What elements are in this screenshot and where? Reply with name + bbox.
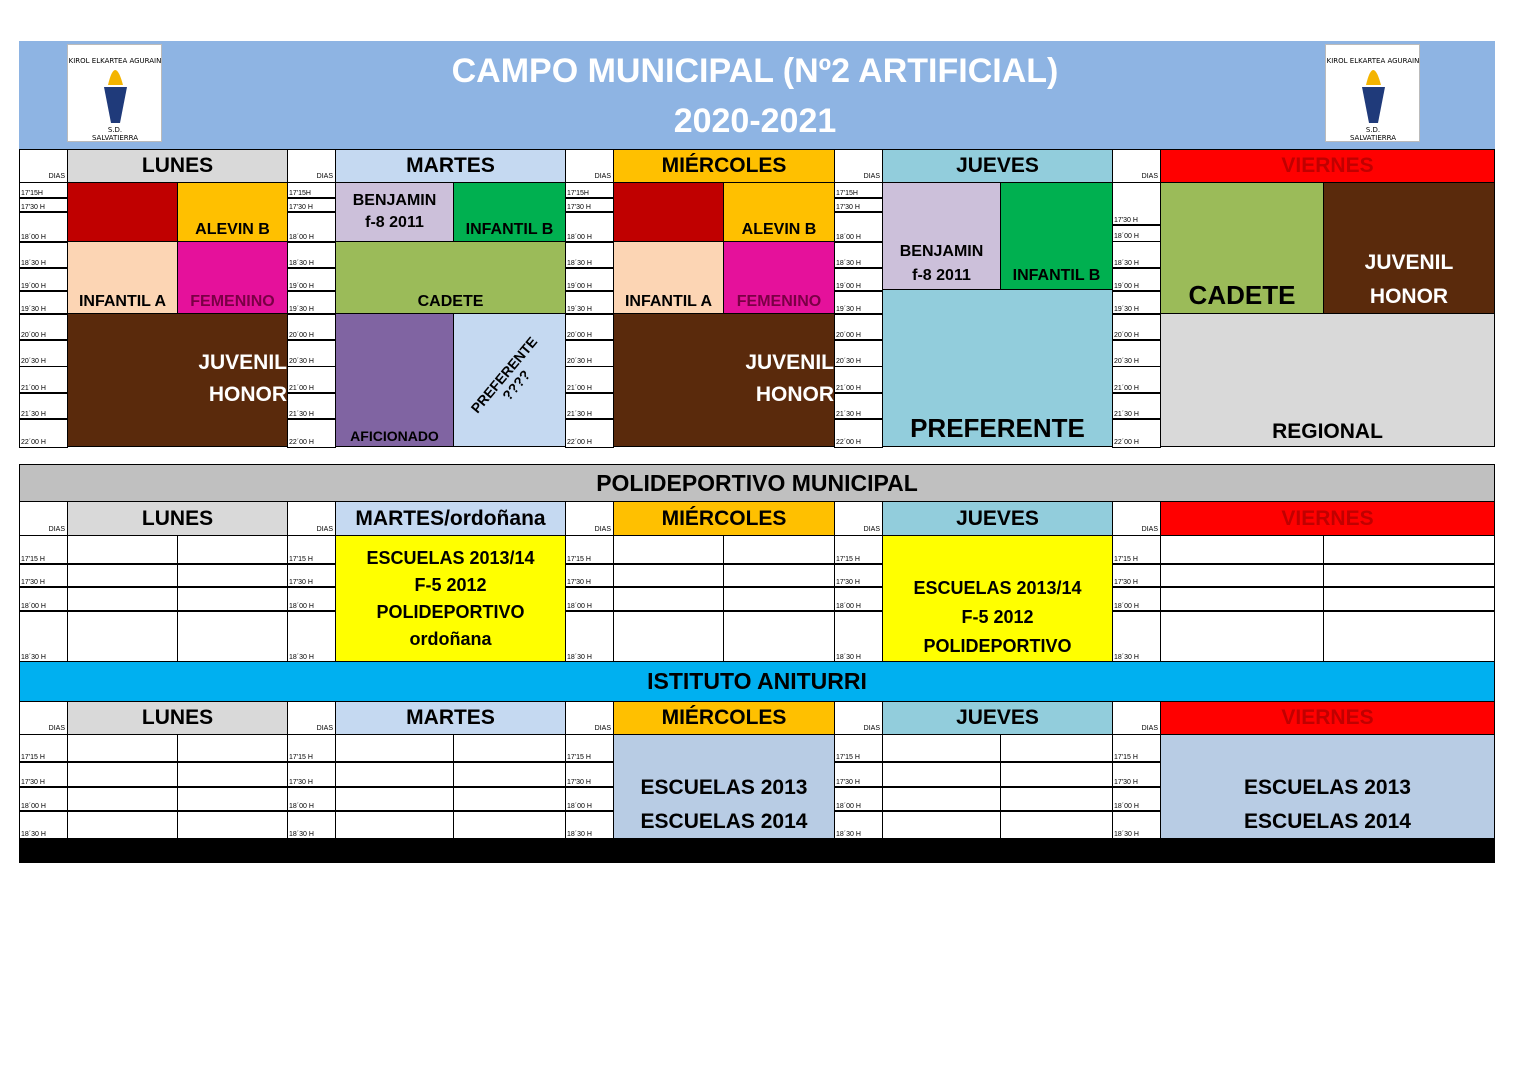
empty-cell <box>1323 610 1495 663</box>
block-alevin-b: ALEVIN B <box>723 182 835 242</box>
time-label: 21´00 H <box>565 366 614 394</box>
empty-cell <box>177 810 288 840</box>
time-label: 22´00 H <box>834 418 883 448</box>
dias-label: DIAS <box>19 701 68 735</box>
empty-cell <box>335 810 454 840</box>
day-martes: MARTES <box>335 149 566 183</box>
time-label: 18´30 H <box>1112 610 1161 663</box>
time-label: 17'15H <box>834 182 883 199</box>
empty-cell <box>1000 734 1113 763</box>
time-label: 17'30 H <box>1112 761 1161 788</box>
time-label: 18´00 H <box>287 586 336 612</box>
empty-cell <box>67 610 178 663</box>
block-label: POLIDEPORTIVO <box>376 601 525 622</box>
day-lunes: LUNES <box>67 149 288 183</box>
section-title-polideportivo: POLIDEPORTIVO MUNICIPAL <box>19 464 1495 502</box>
time-label: 18´00 H <box>1112 586 1161 612</box>
empty-cell <box>1000 810 1113 840</box>
time-label: 17'30 H <box>287 563 336 588</box>
dias-label: DIAS <box>834 501 883 536</box>
block-juvenil-honor <box>1323 182 1495 314</box>
block-benjamin <box>335 182 454 242</box>
block-infantil-a: INFANTIL A <box>613 241 724 314</box>
svg-text:SALVATIERRA: SALVATIERRA <box>1349 134 1397 142</box>
empty-cell <box>177 734 288 763</box>
time-label: 20´30 H <box>19 339 68 367</box>
time-label: 18´30 H <box>19 610 68 663</box>
time-label: 17'15 H <box>19 535 68 565</box>
time-label: 19´00 H <box>834 267 883 292</box>
day-jueves: JUEVES <box>882 501 1113 536</box>
empty-cell <box>67 761 178 788</box>
club-logo-right <box>1325 44 1420 142</box>
time-label: 20´30 H <box>834 339 883 367</box>
block-femenino: FEMENINO <box>723 241 835 314</box>
time-label: 18´30 H <box>1112 241 1161 269</box>
time-label: 18´30 H <box>565 610 614 663</box>
block-alevin-b: ALEVIN B <box>177 182 288 242</box>
empty-cell <box>1323 586 1495 612</box>
empty-cell <box>1160 610 1324 663</box>
block-regional: REGIONAL <box>1160 313 1495 447</box>
empty-cell <box>177 535 288 565</box>
time-label: 22´00 H <box>287 418 336 448</box>
svg-text:S.D.: S.D. <box>107 126 123 134</box>
block-label: JUVENIL <box>198 351 287 374</box>
time-label: 19´30 H <box>1112 290 1161 315</box>
dias-label: DIAS <box>287 149 336 183</box>
time-label: 18´00 H <box>19 786 68 812</box>
empty-cell <box>882 734 1001 763</box>
dias-label: DIAS <box>565 701 614 735</box>
time-label: 21´00 H <box>834 366 883 394</box>
time-label: 19´30 H <box>287 290 336 315</box>
block-preferente-tbd <box>453 313 566 447</box>
time-label: 18´30 H <box>287 241 336 269</box>
empty-cell <box>67 563 178 588</box>
time-label: 17'15 H <box>565 535 614 565</box>
time-label: 19´00 H <box>1112 267 1161 292</box>
empty-cell <box>67 810 178 840</box>
block-label: POLIDEPORTIVO <box>923 636 1072 656</box>
time-label: 17'15 H <box>1112 734 1161 763</box>
empty-cell <box>453 734 566 763</box>
time-label: 17'30 H <box>834 197 883 213</box>
empty-cell <box>882 810 1001 840</box>
block-label: BENJAMIN <box>899 243 984 260</box>
day-jueves: JUEVES <box>882 701 1113 735</box>
block-label: JUVENIL <box>1364 251 1454 274</box>
empty-cell <box>67 586 178 612</box>
dias-label: DIAS <box>287 501 336 536</box>
time-label: 18´30 H <box>565 810 614 840</box>
block-cadete: CADETE <box>335 241 566 314</box>
svg-text:SALVATIERRA: SALVATIERRA <box>91 134 139 142</box>
block-alevin-a: ALEVIN A <box>67 182 178 242</box>
empty-cell <box>723 535 835 565</box>
time-label: 19´00 H <box>19 267 68 292</box>
day-miercoles: MIÉRCOLES <box>613 501 835 536</box>
block-infantil-b: INFANTIL B <box>1000 182 1113 290</box>
block-label: JUVENIL <box>745 351 834 374</box>
time-label: 18´00 H <box>565 211 614 243</box>
empty-cell <box>723 586 835 612</box>
torch-icon <box>68 45 163 143</box>
block-escuelas-miercoles <box>613 734 835 839</box>
time-label: 18´30 H <box>19 241 68 269</box>
time-label: 21´00 H <box>1112 366 1161 394</box>
time-label: 18´00 H <box>565 786 614 812</box>
time-label: 17'30 H <box>565 761 614 788</box>
time-label: 21´30 H <box>834 392 883 420</box>
block-label: ESCUELAS 2013/14 <box>366 547 535 568</box>
time-label: 17'30 H <box>287 761 336 788</box>
time-label: 18´30 H <box>834 241 883 269</box>
empty-cell <box>1160 535 1324 565</box>
time-label: 20´00 H <box>834 313 883 341</box>
empty-cell <box>1323 535 1495 565</box>
day-martes: MARTES <box>335 701 566 735</box>
time-label: 21´00 H <box>19 366 68 394</box>
day-miercoles: MIÉRCOLES <box>613 701 835 735</box>
block-label: BENJAMIN <box>352 192 437 209</box>
dias-label: DIAS <box>834 149 883 183</box>
time-label: 18´30 H <box>565 241 614 269</box>
time-label: 20´00 H <box>565 313 614 341</box>
time-label: 18´00 H <box>19 586 68 612</box>
time-label: 22´00 H <box>1112 418 1161 448</box>
empty-cell <box>1000 761 1113 788</box>
empty-cell <box>335 786 454 812</box>
dias-label: DIAS <box>565 149 614 183</box>
time-label: 17'15H <box>287 182 336 199</box>
block-label: PREFERENTE ???? <box>466 333 540 417</box>
empty-cell <box>453 761 566 788</box>
time-label: 17'15 H <box>287 535 336 565</box>
footer-bar <box>19 838 1495 863</box>
block-label: F-5 2012 <box>961 607 1034 627</box>
empty-cell <box>335 761 454 788</box>
time-label: 21´30 H <box>1112 392 1161 420</box>
time-label: 19´30 H <box>565 290 614 315</box>
time-label: 18´00 H <box>19 211 68 243</box>
time-label: 18´00 H <box>287 211 336 243</box>
block-label: ESCUELAS 2013 <box>1244 776 1411 799</box>
time-label: 18´30 H <box>287 610 336 663</box>
page-title: CAMPO MUNICIPAL (Nº2 ARTIFICIAL) <box>451 52 1059 90</box>
time-label: 17'30 H <box>287 197 336 213</box>
empty-cell <box>613 586 724 612</box>
time-label: 19´30 H <box>19 290 68 315</box>
block-infantil-b: INFANTIL B <box>453 182 566 242</box>
day-lunes: LUNES <box>67 701 288 735</box>
time-label: 17'30 H <box>834 563 883 588</box>
time-label: 17'15 H <box>19 734 68 763</box>
time-label: 18´00 H <box>287 786 336 812</box>
time-label: 18´30 H <box>834 810 883 840</box>
empty-cell <box>177 761 288 788</box>
time-label: 18´00 H <box>565 586 614 612</box>
dias-label: DIAS <box>19 149 68 183</box>
empty-cell <box>453 810 566 840</box>
block-label: f-8 2011 <box>912 267 971 284</box>
empty-cell <box>67 535 178 565</box>
day-jueves: JUEVES <box>882 149 1113 183</box>
dias-label: DIAS <box>834 701 883 735</box>
empty-cell <box>177 786 288 812</box>
time-label: 17'30 H <box>19 197 68 213</box>
time-label: 17'30 H <box>565 197 614 213</box>
empty-cell <box>177 563 288 588</box>
time-label: 17'15H <box>565 182 614 199</box>
dias-label: DIAS <box>1112 149 1161 183</box>
time-label: 18´00 H <box>1112 786 1161 812</box>
time-label: 17'30 H <box>19 563 68 588</box>
block-label: F-5 2012 <box>414 574 487 595</box>
empty-cell <box>723 610 835 663</box>
block-cadete: CADETE <box>1160 182 1324 314</box>
block-juvenil-honor <box>613 313 835 447</box>
empty-cell <box>613 610 724 663</box>
day-viernes: VIERNES <box>1160 501 1495 536</box>
empty-cell <box>453 786 566 812</box>
empty-cell <box>882 761 1001 788</box>
day-martes-ordonana: MARTES/ordoñana <box>335 501 566 536</box>
club-logo-left <box>67 44 162 142</box>
dias-label: DIAS <box>287 701 336 735</box>
dias-label: DIAS <box>565 501 614 536</box>
time-label: 19´30 H <box>834 290 883 315</box>
block-label: HONOR <box>755 383 834 406</box>
empty-cell <box>67 734 178 763</box>
time-label: 19´00 H <box>565 267 614 292</box>
time-label: 17'15 H <box>287 734 336 763</box>
svg-text:KIROL ELKARTEA AGURAIN: KIROL ELKARTEA AGURAIN <box>68 57 162 65</box>
day-miercoles: MIÉRCOLES <box>613 149 835 183</box>
empty-cell <box>1323 563 1495 588</box>
time-label: 20´30 H <box>287 339 336 367</box>
time-label: 20´30 H <box>565 339 614 367</box>
time-label: 17'15 H <box>834 734 883 763</box>
time-label: 18´00 H <box>834 586 883 612</box>
time-label: 17'15 H <box>1112 535 1161 565</box>
block-alevin-a: ALEVIN A <box>613 182 724 242</box>
page-subtitle: 2020-2021 <box>673 102 837 140</box>
empty-cell <box>1160 586 1324 612</box>
time-label: 22´00 H <box>565 418 614 448</box>
time-label: 21´30 H <box>19 392 68 420</box>
block-escuelas-martes <box>335 535 566 662</box>
block-label: ESCUELAS 2013 <box>640 776 808 799</box>
dias-label: DIAS <box>19 501 68 536</box>
block-preferente: PREFERENTE <box>882 289 1113 447</box>
block-label: f-8 2011 <box>365 214 424 231</box>
time-label: 18´30 H <box>834 610 883 663</box>
dias-label: DIAS <box>1112 501 1161 536</box>
day-lunes: LUNES <box>67 501 288 536</box>
empty-cell <box>67 786 178 812</box>
block-label: ESCUELAS 2013/14 <box>913 578 1082 598</box>
time-label: 17'30 H <box>1112 563 1161 588</box>
time-label: 21´00 H <box>287 366 336 394</box>
block-aficionado: AFICIONADO <box>335 313 454 447</box>
time-label: 20´00 H <box>287 313 336 341</box>
empty-cell <box>335 734 454 763</box>
time-label: 18´00 H <box>1112 224 1161 242</box>
dias-label: DIAS <box>1112 701 1161 735</box>
empty-cell <box>882 786 1001 812</box>
time-label: 17'15H <box>19 182 68 199</box>
torch-icon <box>1326 45 1421 143</box>
time-label: 20´00 H <box>1112 313 1161 341</box>
day-viernes: VIERNES <box>1160 701 1495 735</box>
time-label: 17'15 H <box>565 734 614 763</box>
section-title-aniturri: ISTITUTO ANITURRI <box>19 661 1495 702</box>
time-label: 20´00 H <box>19 313 68 341</box>
time-label: 21´30 H <box>287 392 336 420</box>
time-label: 18´30 H <box>1112 810 1161 840</box>
empty-cell <box>723 563 835 588</box>
time-label: 17'30 H <box>834 761 883 788</box>
block-label: ordoñana <box>409 628 492 649</box>
block-escuelas-jueves <box>882 535 1113 662</box>
time-label: 20´30 H <box>1112 339 1161 367</box>
time-label: 17'15 H <box>834 535 883 565</box>
time-label: 18´30 H <box>19 810 68 840</box>
time-label: 17'30 H <box>1112 182 1161 226</box>
empty-cell <box>177 610 288 663</box>
time-label: 18´00 H <box>834 786 883 812</box>
empty-cell <box>1000 786 1113 812</box>
time-label: 22´00 H <box>19 418 68 448</box>
block-label: HONOR <box>208 383 287 406</box>
block-label: ESCUELAS 2014 <box>640 810 808 833</box>
block-label: HONOR <box>1369 285 1449 308</box>
svg-text:S.D.: S.D. <box>1365 126 1381 134</box>
block-juvenil-honor <box>67 313 288 447</box>
block-femenino: FEMENINO <box>177 241 288 314</box>
empty-cell <box>1160 563 1324 588</box>
empty-cell <box>177 586 288 612</box>
time-label: 18´00 H <box>834 211 883 243</box>
block-benjamin <box>882 182 1001 290</box>
empty-cell <box>613 535 724 565</box>
block-infantil-a: INFANTIL A <box>67 241 178 314</box>
day-viernes: VIERNES <box>1160 149 1495 183</box>
time-label: 21´30 H <box>565 392 614 420</box>
time-label: 17'30 H <box>565 563 614 588</box>
time-label: 17'30 H <box>19 761 68 788</box>
svg-text:KIROL ELKARTEA AGURAIN: KIROL ELKARTEA AGURAIN <box>1326 57 1420 65</box>
block-escuelas-viernes <box>1160 734 1495 839</box>
block-label: ESCUELAS 2014 <box>1244 810 1411 833</box>
empty-cell <box>613 563 724 588</box>
time-label: 19´00 H <box>287 267 336 292</box>
time-label: 18´30 H <box>287 810 336 840</box>
